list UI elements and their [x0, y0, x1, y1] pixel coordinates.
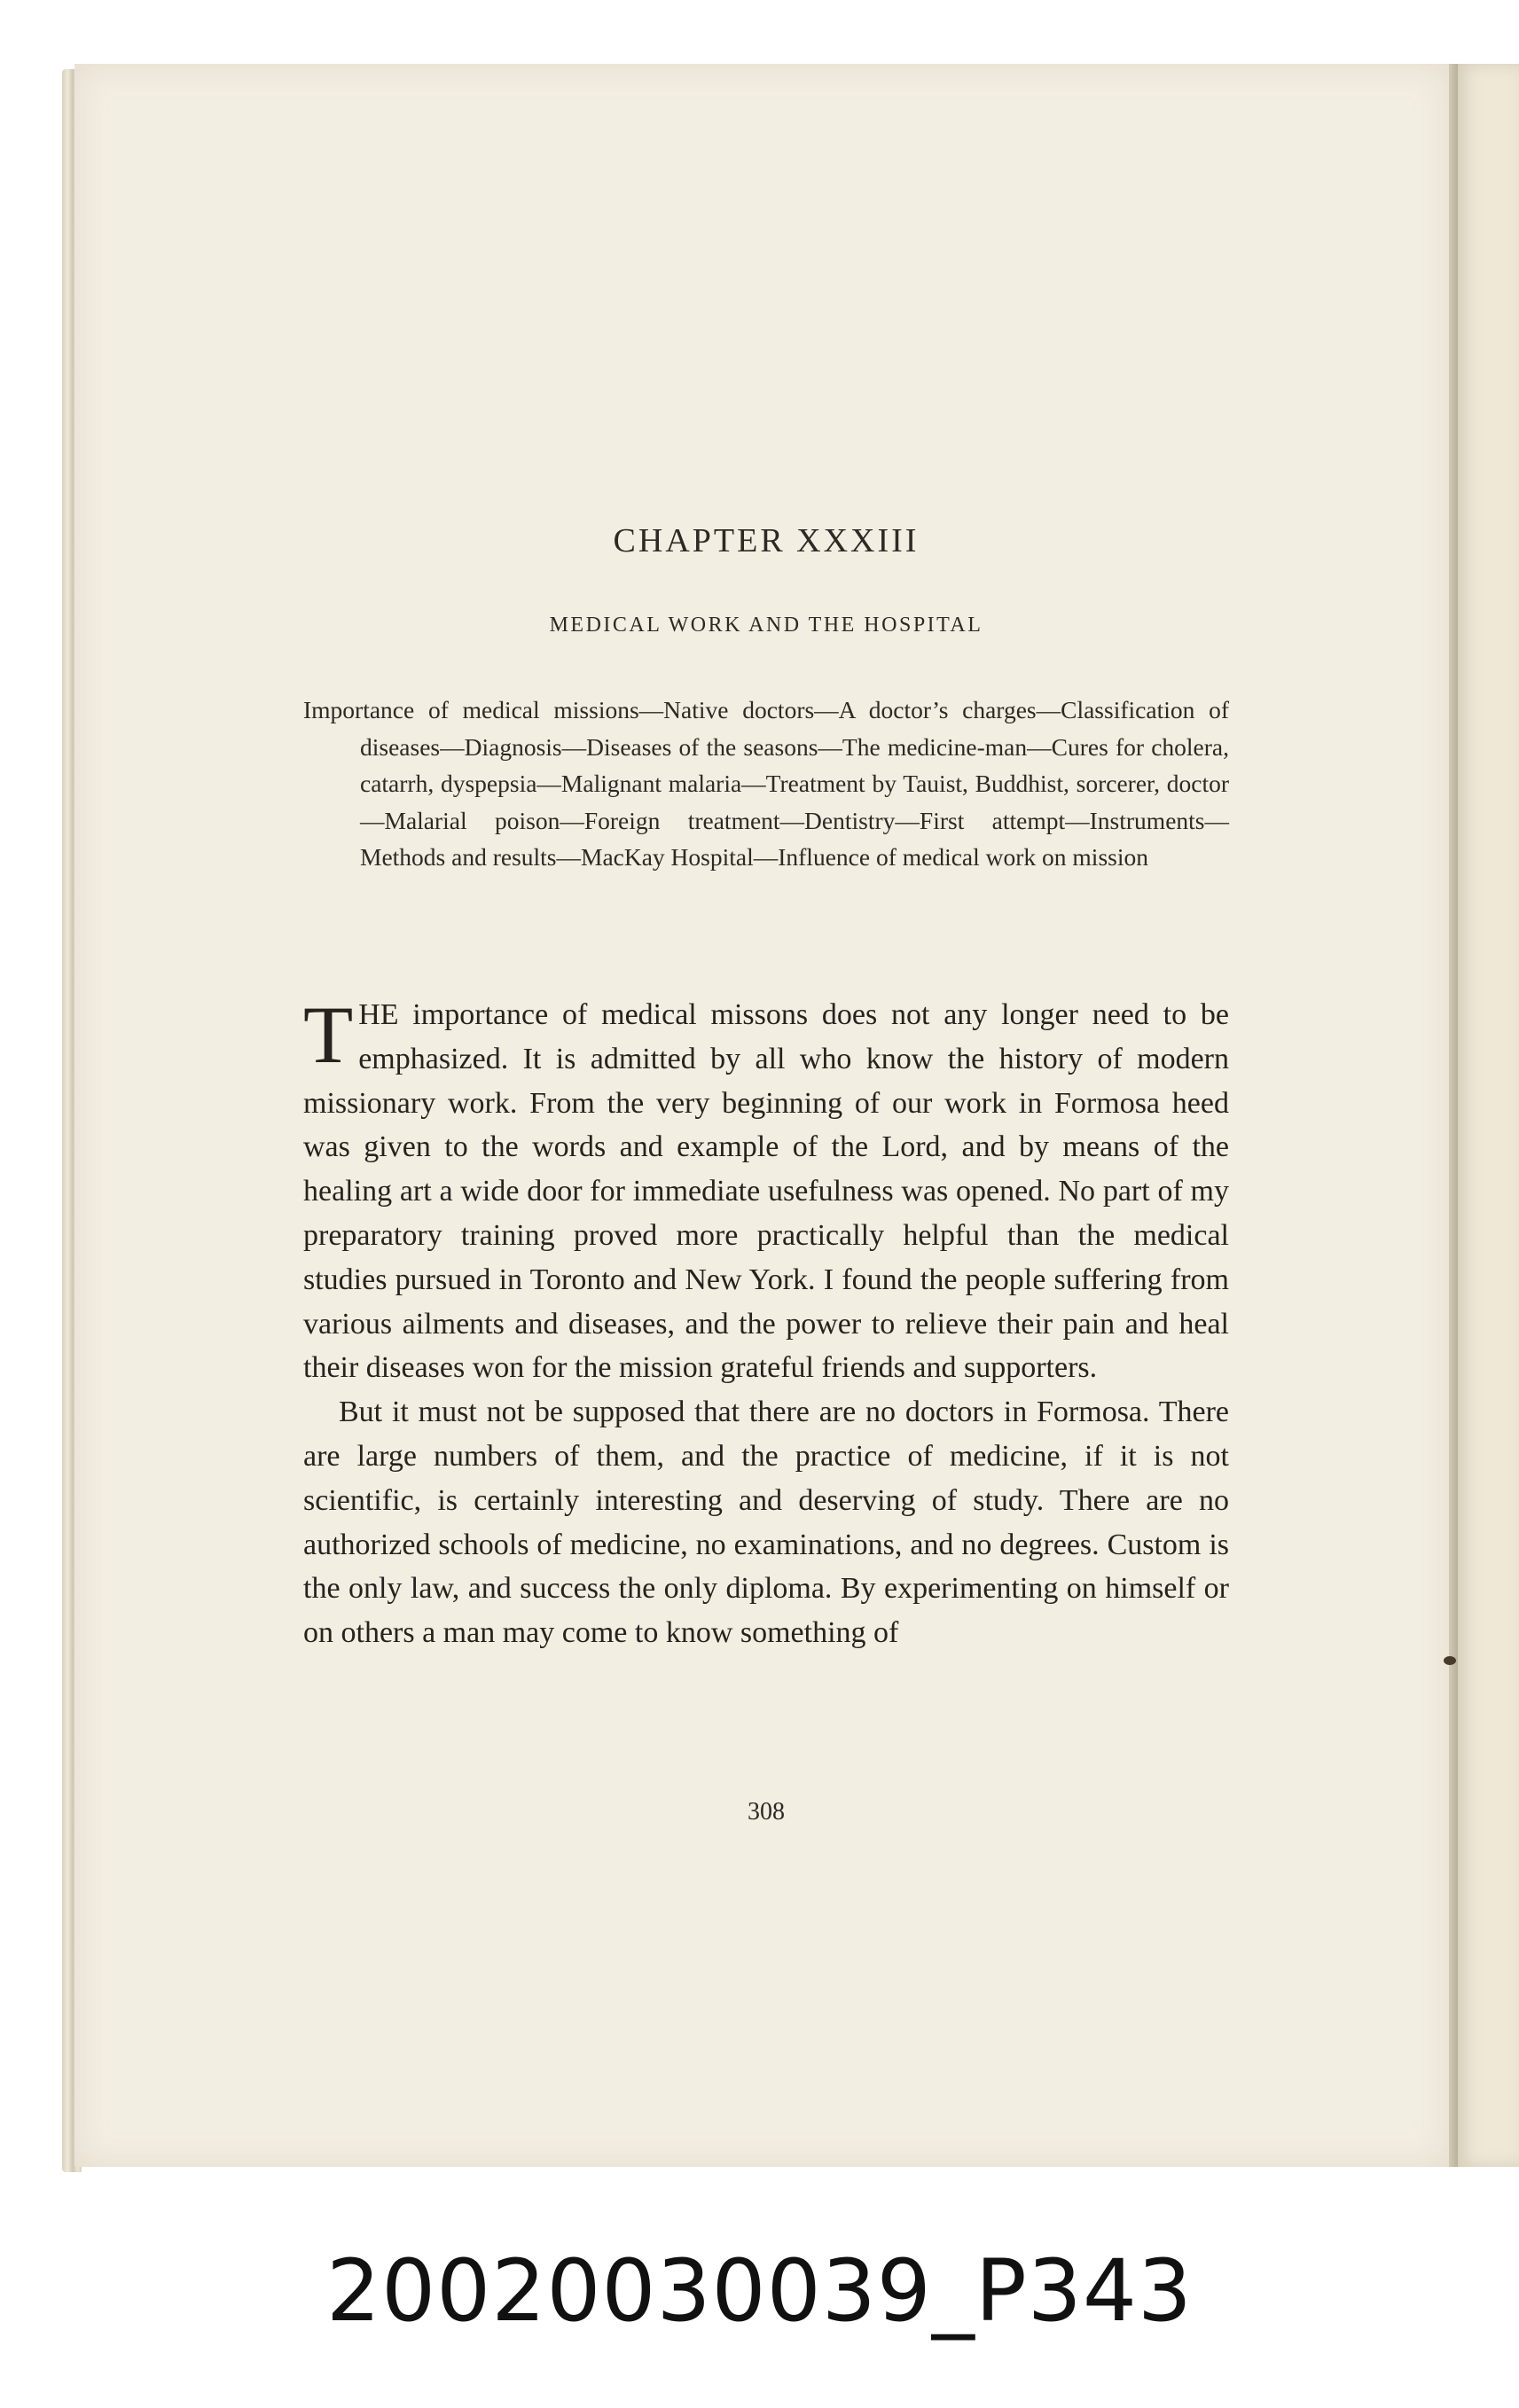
chapter-synopsis: Importance of medical missions—Native doctors—A doctor’s charges—Classification of diseases—Diagnosis—Diseases of the seasons—The medicine-man—Cures for cholera, catarrh, dyspepsia—Malignant malaria—Treatment by Tauist, Buddhist, sorcerer, doctor—Malarial poison—Foreign treatment—Dentistry—First attempt—Instruments—Methods and results—MacKay Hospital—Influence of medical work on mission	[303, 696, 1229, 871]
chapter-title: CHAPTER XXXIII	[613, 522, 920, 559]
chapter-subtitle: MEDICAL WORK AND THE HOSPITAL	[549, 614, 983, 637]
book-gutter	[1449, 64, 1458, 2167]
body-text	[303, 989, 1229, 1655]
paragraph-1-text: HE importance of medical missons does not any longer need to be emphasized. It is admitted by all who know the history of modern missionary work. From the very beginning of our work in Formosa heed was given to the words and example of the Lord, and by means of the healing art a wide door for immediate usefulness was opened. No part of my preparatory training proved more practically helpful than the medical studies pursued in Toronto and New York. I found the people suffering from various ailments and diseases, and the power to relieve their pain and heal their diseases won for the mission grateful friends and supporters.	[303, 998, 1229, 1385]
page-number: 308	[748, 1798, 785, 1826]
facing-page-edge	[1458, 64, 1519, 2167]
ink-spot	[1444, 1656, 1456, 1665]
paragraph-2: But it must not be supposed that there are no doctors in Formosa. There are large numbers of them, and the practice of medicine, if it is not scientific, is certainly interesting and deserving of study. There are no authorized schools of medicine, no examinations, and no degrees. Custom is the only law, and success the only diploma. By experimenting on himself or on others a man may come to know something of	[303, 1396, 1229, 1650]
paragraph-1	[303, 989, 1229, 1390]
drop-cap: T	[303, 989, 354, 1080]
catalog-id: 20020030039_P343	[326, 2241, 1193, 2341]
